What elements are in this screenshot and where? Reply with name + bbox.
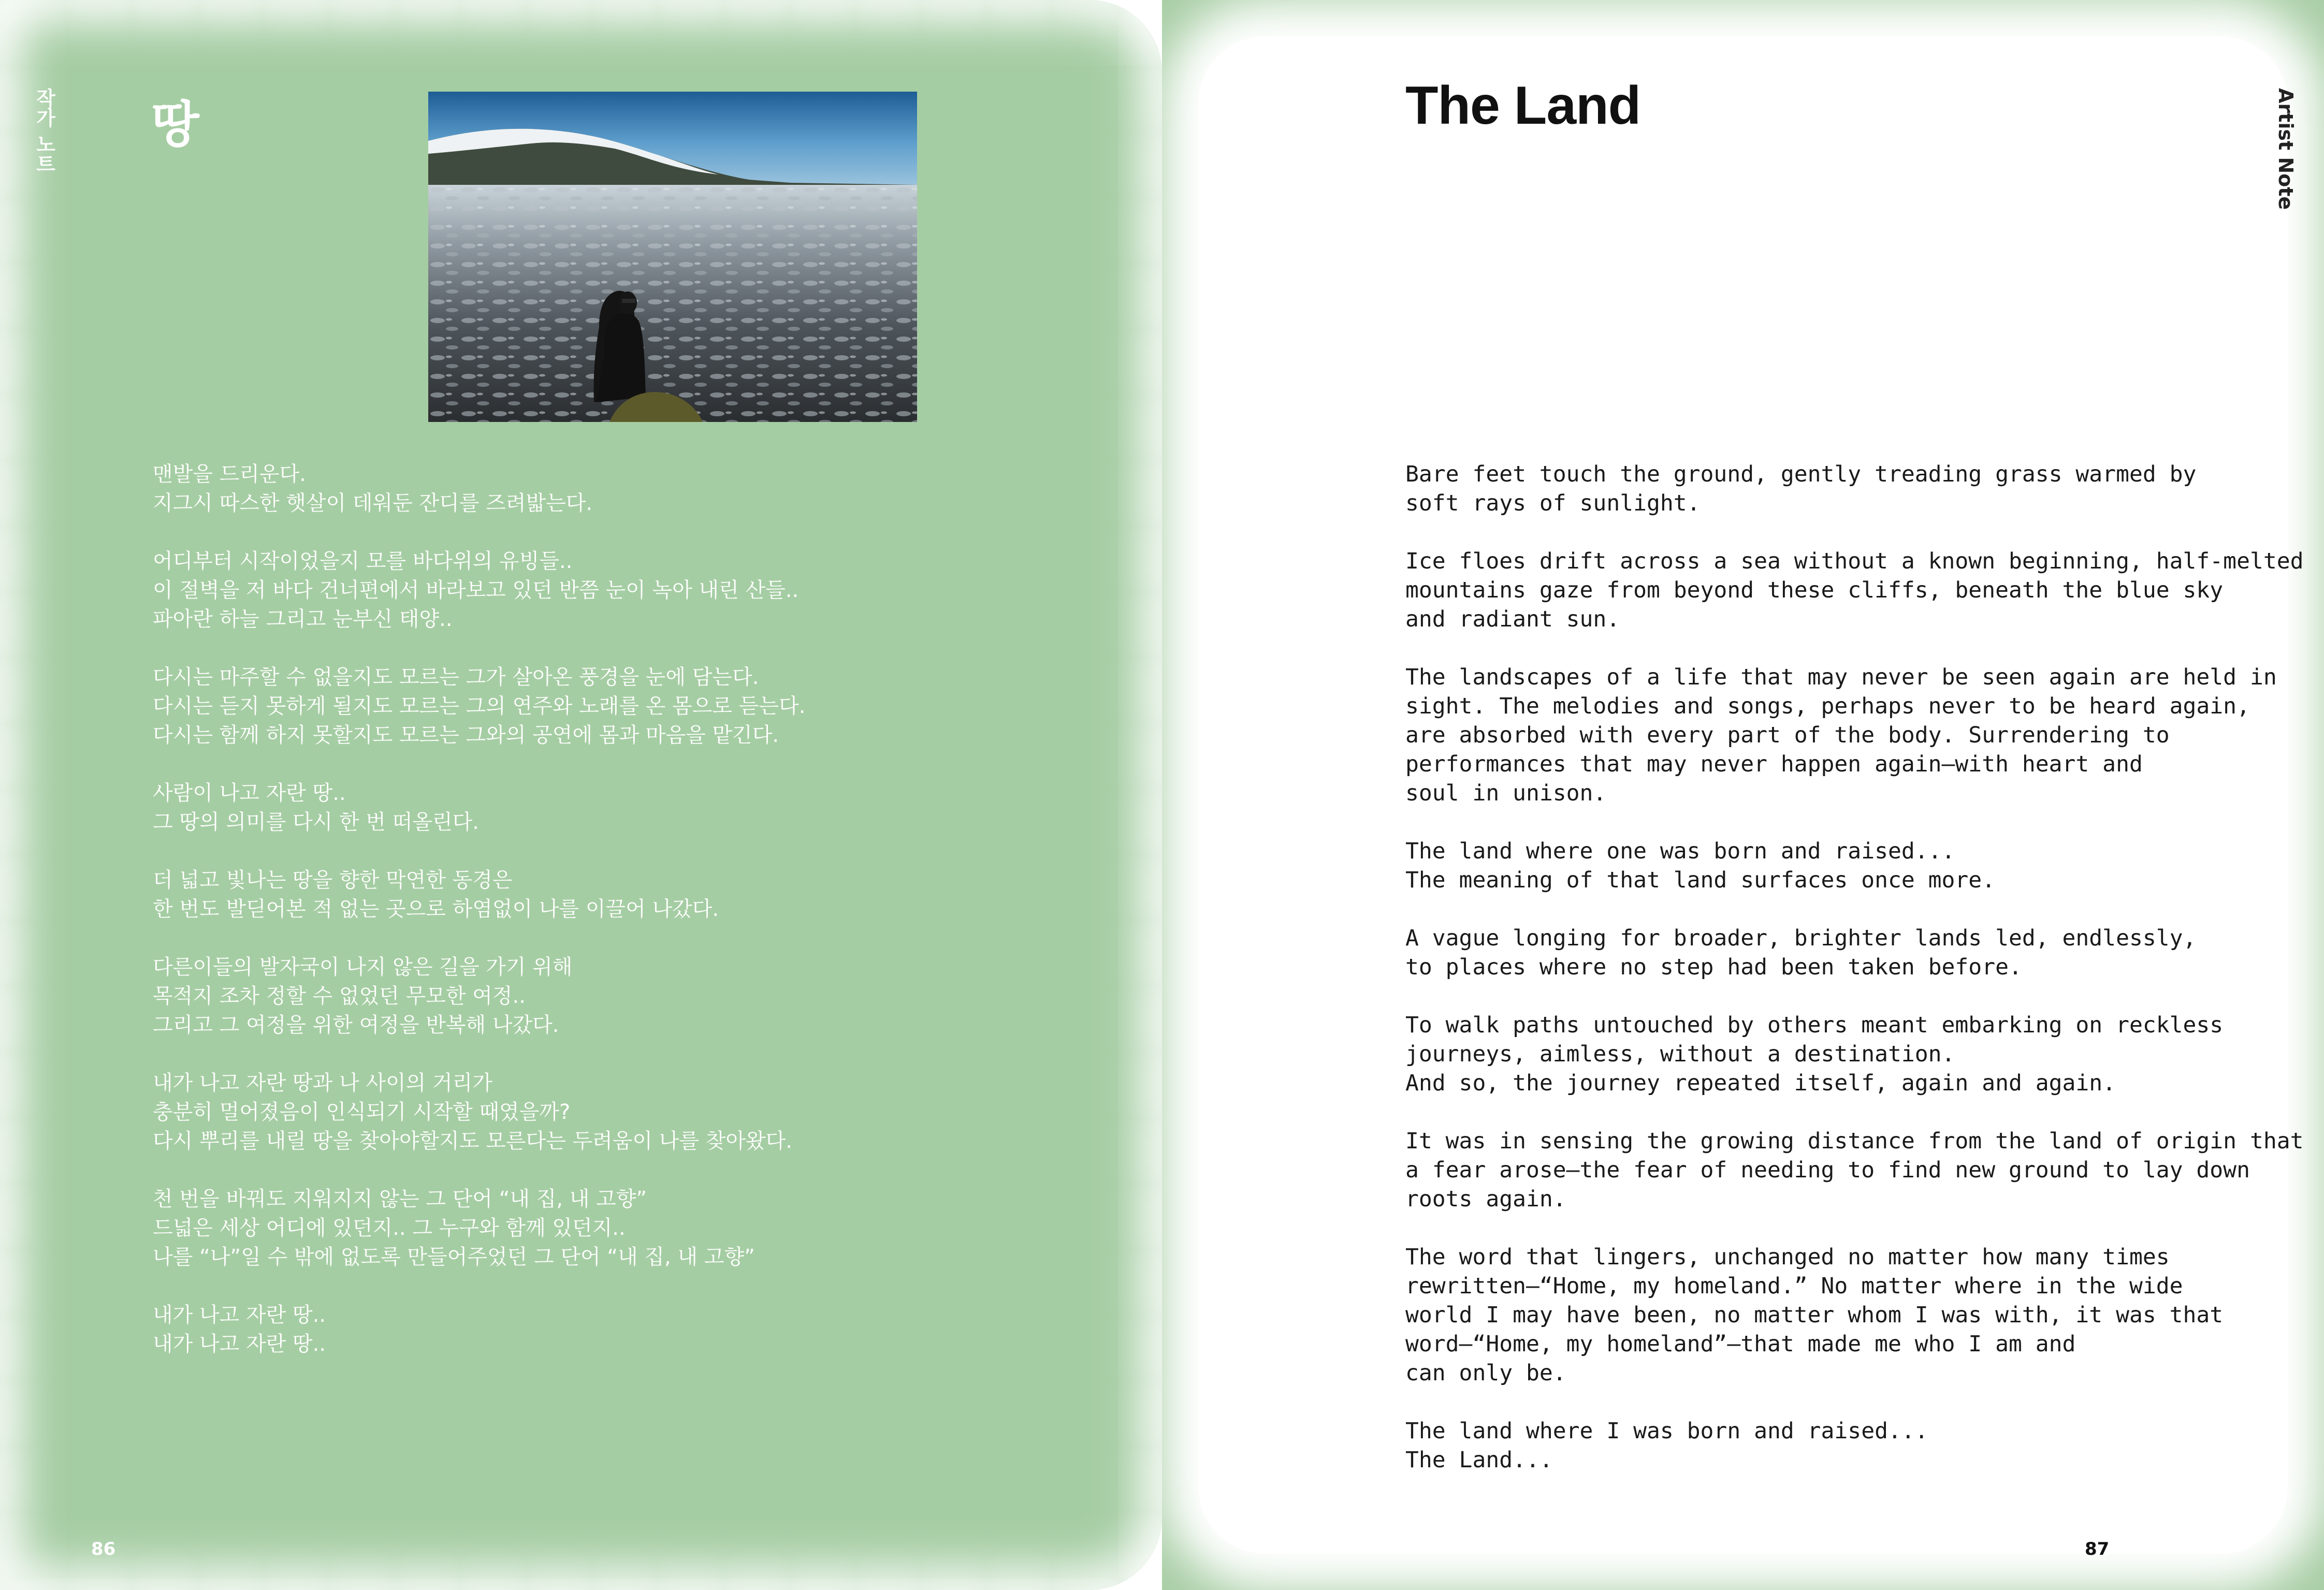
- right-page: [1162, 0, 2324, 1590]
- poem-line: And so, the journey repeated itself, again and again.: [1405, 1070, 2116, 1096]
- poem-line: It was in sensing the growing distance from the land of origin that: [1405, 1128, 2304, 1154]
- stanza: [153, 547, 1111, 634]
- stanza: [1405, 1417, 2213, 1475]
- page-number: 87: [2085, 1539, 2110, 1559]
- poem-line: world I may have been, no matter whom I was with, it was that: [1405, 1302, 2224, 1328]
- page-number: 86: [91, 1539, 116, 1559]
- poem-line: 사람이 나고 자란 땅..: [153, 781, 346, 805]
- poem-line: 내가 나고 자란 땅과 나 사이의 거리가: [153, 1071, 492, 1095]
- stanza: [153, 1301, 1111, 1359]
- poem-line: The meaning of that land surfaces once more.: [1405, 867, 1996, 893]
- poem-line: 한 번도 발딛어본 적 없는 곳으로 하염없이 나를 이끌어 나갔다.: [153, 897, 719, 921]
- poem-line: soul in unison.: [1405, 780, 1607, 806]
- page-title-english: The Land: [1405, 76, 1641, 136]
- poem-line: 다시는 마주할 수 없을지도 모르는 그가 살아온 풍경을 눈에 담는다.: [153, 665, 759, 689]
- poem-line: sight. The melodies and songs, perhaps never to be heard again,: [1405, 693, 2250, 719]
- side-label-english: Artist Note: [2274, 88, 2297, 210]
- stanza: [153, 460, 1111, 518]
- english-poem: [1405, 460, 2304, 1504]
- poem-line: 그리고 그 여정을 위한 여정을 반복해 나갔다.: [153, 1013, 559, 1037]
- stanza: [153, 779, 1111, 837]
- stanza: [1405, 1127, 2304, 1214]
- poem-line: 내가 나고 자란 땅..: [153, 1332, 326, 1356]
- poem-line: word—“Home, my homeland”—that made me who I am and: [1405, 1331, 2076, 1357]
- stanza: [153, 866, 1111, 924]
- poem-line: 맨발을 드리운다.: [153, 462, 306, 486]
- poem-line: 내가 나고 자란 땅..: [153, 1303, 326, 1327]
- poem-line: 이 절벽을 저 바다 건너편에서 바라보고 있던 반쯤 눈이 녹아 내린 산들..: [153, 578, 799, 602]
- poem-line: and radiant sun.: [1405, 606, 1620, 632]
- poem-line: soft rays of sunlight.: [1405, 490, 1701, 516]
- poem-line: to places where no step had been taken before.: [1405, 954, 2022, 980]
- poem-line: can only be.: [1405, 1360, 1566, 1386]
- poem-line: 드넓은 세상 어디에 있던지.. 그 누구와 함께 있던지..: [153, 1216, 626, 1240]
- poem-line: 충분히 멀어졌음이 인식되기 시작할 때였을까?: [153, 1100, 571, 1124]
- poem-line: 다른이들의 발자국이 나지 않은 길을 가기 위해: [153, 955, 573, 979]
- page-title-korean: 땅: [151, 96, 199, 154]
- landscape-photo: [428, 92, 917, 422]
- poem-line: The Land...: [1405, 1447, 1553, 1473]
- poem-line: 어디부터 시작이었을지 모를 바다위의 유빙들..: [153, 549, 573, 573]
- stanza: [153, 1069, 1111, 1156]
- poem-line: are absorbed with every part of the body. Surrendering to: [1405, 722, 2170, 748]
- poem-line: performances that may never happen again—with heart and: [1405, 751, 2143, 777]
- stanza: [1405, 547, 2304, 634]
- poem-line: 지그시 따스한 햇살이 데워둔 잔디를 즈려밟는다.: [153, 491, 593, 515]
- poem-line: To walk paths untouched by others meant embarking on reckless: [1405, 1012, 2224, 1038]
- poem-line: 천 번을 바꿔도 지워지지 않는 그 단어 “내 집, 내 고향”: [153, 1187, 647, 1211]
- poem-line: The land where one was born and raised...: [1405, 838, 1955, 864]
- poem-line: rewritten—“Home, my homeland.” No matter where in the wide: [1405, 1273, 2183, 1299]
- poem-line: 목적지 조차 정할 수 없었던 무모한 여정..: [153, 984, 526, 1008]
- stanza: [1405, 924, 2213, 982]
- stanza: [1405, 663, 2277, 808]
- poem-line: 그 땅의 의미를 다시 한 번 떠올린다.: [153, 810, 479, 834]
- stanza: [153, 953, 1111, 1040]
- poem-line: The landscapes of a life that may never be seen again are held in: [1405, 664, 2277, 690]
- poem-line: The land where I was born and raised...: [1405, 1418, 1928, 1444]
- stanza: [1405, 1011, 2224, 1098]
- poem-line: mountains gaze from beyond these cliffs, beneath the blue sky: [1405, 577, 2224, 603]
- poem-line: a fear arose—the fear of needing to find new ground to lay down: [1405, 1157, 2250, 1183]
- poem-line: The word that lingers, unchanged no matter how many times: [1405, 1244, 2170, 1270]
- side-label-korean: 작가 노트: [33, 88, 55, 174]
- korean-poem: [153, 460, 1111, 1388]
- stanza: [1405, 460, 2213, 518]
- poem-line: A vague longing for broader, brighter lands led, endlessly,: [1405, 925, 2197, 951]
- poem-line: 다시 뿌리를 내릴 땅을 찾아야할지도 모른다는 두려움이 나를 찾아왔다.: [153, 1129, 792, 1153]
- poem-line: Bare feet touch the ground, gently treading grass warmed by: [1405, 461, 2197, 487]
- poem-line: 다시는 함께 하지 못할지도 모르는 그와의 공연에 몸과 마음을 맡긴다.: [153, 723, 779, 747]
- stanza: [1405, 1243, 2224, 1388]
- poem-line: Ice floes drift across a sea without a known beginning, half-melted: [1405, 548, 2304, 574]
- poem-line: 파아란 하늘 그리고 눈부신 태양..: [153, 607, 453, 631]
- poem-line: roots again.: [1405, 1186, 1566, 1212]
- stanza: [1405, 837, 2213, 895]
- stanza: [153, 663, 1111, 750]
- poem-line: journeys, aimless, without a destination.: [1405, 1041, 1955, 1067]
- poem-line: 나를 “나”일 수 밖에 없도록 만들어주었던 그 단어 “내 집, 내 고향”: [153, 1245, 755, 1269]
- poem-line: 더 넓고 빛나는 땅을 향한 막연한 동경은: [153, 868, 513, 892]
- stanza: [153, 1185, 1111, 1272]
- poem-line: 다시는 듣지 못하게 될지도 모르는 그의 연주와 노래를 온 몸으로 듣는다.: [153, 694, 806, 718]
